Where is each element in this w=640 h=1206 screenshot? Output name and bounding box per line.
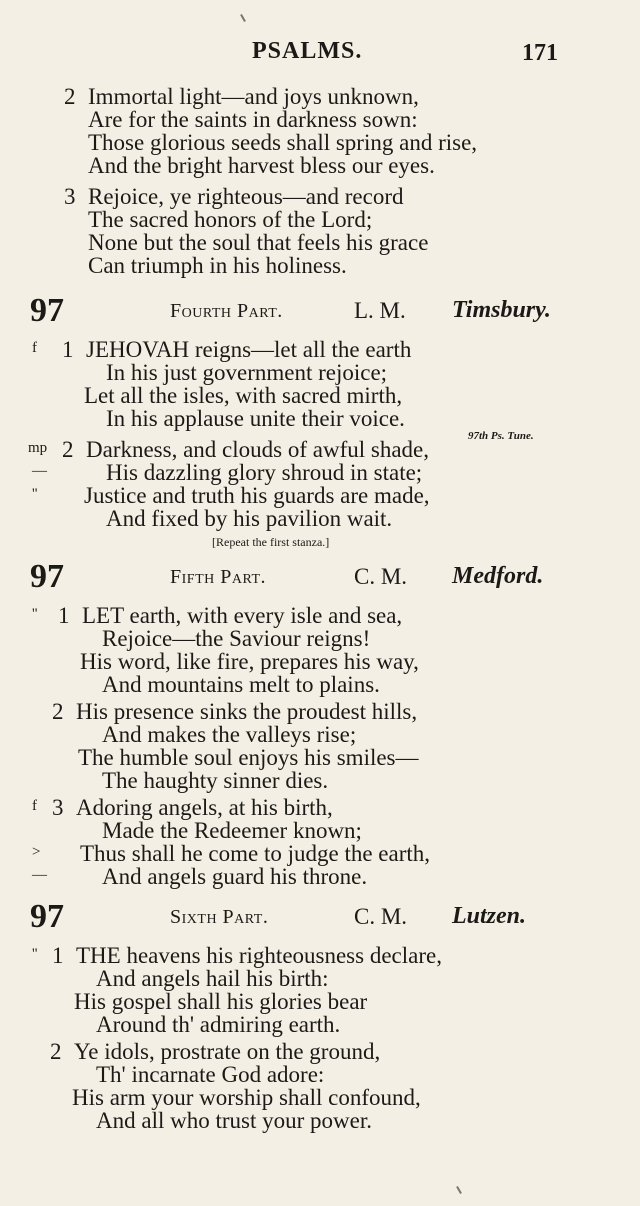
psalm-number: 97 [30,898,64,935]
verse-line: His arm your worship shall confound, [72,1085,421,1110]
verse-line: Rejoice—the Saviour reigns! [102,626,371,651]
dynamic-mark: '' [32,946,38,962]
verse-line: Darkness, and clouds of awful shade, [86,437,429,462]
verse-line: And angels guard his throne. [102,864,368,889]
verse-line: The haughty sinner dies. [102,768,329,793]
verse-line: Ye idols, prostrate on the ground, [74,1039,381,1064]
verse-line: And the bright harvest bless our eyes. [88,153,435,178]
verse-line: Can triumph in his holiness. [88,253,347,278]
tune-name: Lutzen. [452,903,527,929]
running-head: PSALMS. [252,38,363,64]
dynamic-mark: '' [32,486,38,502]
tune-name: Timsbury. [452,297,551,323]
dynamic-mark: f [32,798,37,814]
verse-line: The sacred honors of the Lord; [88,207,373,232]
meter-label: C. M. [354,564,408,589]
verse-line: And makes the valleys rise; [102,722,357,747]
meter-label: C. M. [354,904,408,929]
stanza-number: 1 [62,337,74,362]
verse-line: Immortal light—and joys unknown, [88,84,419,109]
stanza-number: 3 [52,795,64,820]
stanza-number: 2 [52,699,64,724]
page-number: 171 [522,40,558,66]
verse-line: Th' incarnate God adore: [96,1062,325,1087]
repeat-instruction: [Repeat the first stanza.] [212,535,330,549]
stanza-number: 2 [64,84,76,109]
paper-speck [240,14,246,22]
verse-line: And fixed by his pavilion wait. [106,506,393,531]
verse-line: Rejoice, ye righteous—and record [88,184,404,209]
verse-line: Those glorious seeds shall spring and rise, [88,130,478,155]
dynamic-mark: — [32,463,47,479]
verse-line: Adoring angels, at his birth, [76,795,333,820]
verse-line: JEHOVAH reigns—let all the earth [86,337,412,362]
dynamic-mark: mp [28,440,48,456]
tune-name: Medford. [452,563,544,589]
verse-line: His dazzling glory shroud in state; [106,460,423,485]
verse-line: In his applause unite their voice. [106,406,405,431]
verse-line: THE heavens his righteousness declare, [76,943,442,968]
verse-line: The humble soul enjoys his smiles— [78,745,419,770]
psalm-number: 97 [30,558,64,595]
verse-line: Are for the saints in darkness sown: [88,107,418,132]
stanza-number: 1 [58,603,70,628]
stanza-number: 3 [64,184,76,209]
verse-line: His gospel shall his glories bear [74,989,368,1014]
stanza-number: 2 [62,437,74,462]
verse-line: Justice and truth his guards are made, [84,483,430,508]
paper-speck [456,1186,462,1194]
dynamic-mark: > [32,844,41,860]
verse-line: His word, like fire, prepares his way, [80,649,419,674]
stanza-number: 1 [52,943,64,968]
tune-note: 97th Ps. Tune. [468,430,534,442]
psalm-number: 97 [30,292,64,329]
dynamic-mark: f [32,340,37,356]
verse-line: And all who trust your power. [96,1108,372,1133]
verse-line: Around th' admiring earth. [96,1012,341,1037]
verse-line: None but the soul that feels his grace [88,230,429,255]
dynamic-mark: '' [32,606,38,622]
part-title: Fifth Part. [170,566,267,588]
verse-line: His presence sinks the proudest hills, [76,699,418,724]
verse-line: Let all the isles, with sacred mirth, [84,383,403,408]
verse-line: Thus shall he come to judge the earth, [80,841,431,866]
verse-line: Made the Redeemer known; [102,818,362,843]
stanza-number: 2 [50,1039,62,1064]
meter-label: L. M. [354,298,406,323]
part-title: Fourth Part. [170,300,283,322]
verse-line: In his just government rejoice; [106,360,388,385]
verse-line: And angels hail his birth: [96,966,329,991]
part-title: Sixth Part. [170,906,269,928]
dynamic-mark: — [32,867,47,883]
verse-line: LET earth, with every isle and sea, [82,603,403,628]
verse-line: And mountains melt to plains. [102,672,380,697]
